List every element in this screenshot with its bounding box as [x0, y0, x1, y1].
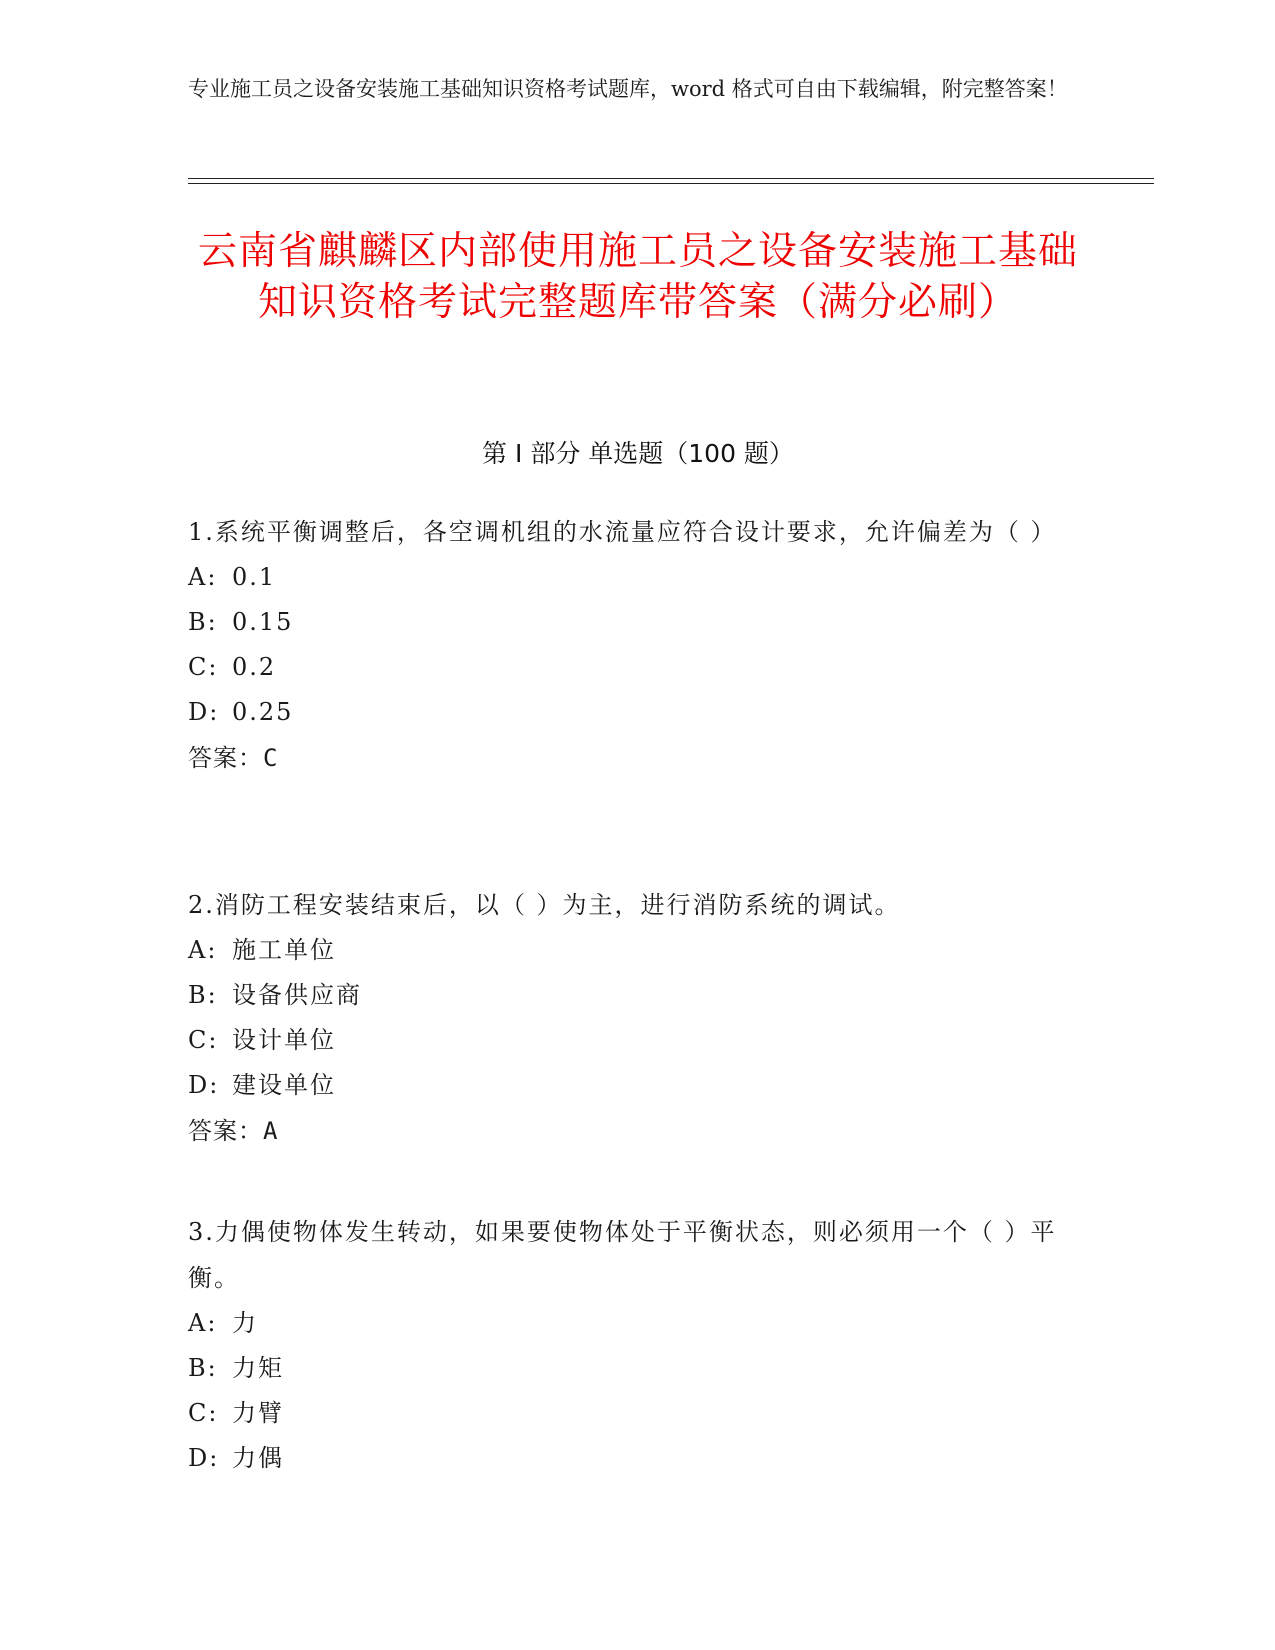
option-letter: C: — [188, 653, 219, 681]
option-text: 施工单位 — [232, 936, 336, 964]
option-letter: D: — [188, 698, 220, 726]
option-letter: C: — [188, 1399, 219, 1427]
option-d — [188, 690, 1068, 735]
option-letter: C: — [188, 1026, 219, 1054]
question-3 — [188, 1209, 1068, 1481]
option-text: 建设单位 — [232, 1071, 336, 1099]
option-letter: D: — [188, 1444, 220, 1472]
section-title: 第 I 部分 单选题（100 题） — [482, 439, 794, 468]
option-letter: A: — [188, 563, 218, 591]
question-stem: 3.力偶使物体发生转动，如果要使物体处于平衡状态，则必须用一个（ ）平衡。 — [188, 1218, 1057, 1292]
question-2 — [188, 882, 1068, 1154]
option-b — [188, 973, 1068, 1018]
question-1 — [188, 509, 1068, 781]
option-text: 0.1 — [232, 563, 277, 591]
answer-label: 答案： — [188, 1117, 263, 1145]
option-letter: B: — [188, 608, 218, 636]
document-title: 云南省麒麟区内部使用施工员之设备安装施工基础知识资格考试完整题库带答案（满分必刷） — [197, 229, 1078, 325]
option-letter: D: — [188, 1071, 220, 1099]
option-text: 设计单位 — [232, 1026, 336, 1054]
option-text: 0.2 — [232, 653, 277, 681]
option-letter: A: — [188, 936, 218, 964]
option-letter: B: — [188, 981, 218, 1009]
option-d — [188, 1436, 1068, 1481]
answer-value: C — [263, 744, 279, 772]
option-text: 力矩 — [232, 1354, 284, 1382]
header-note: 专业施工员之设备安装施工基础知识资格考试题库，word 格式可自由下载编辑，附完整答案！ — [188, 77, 1068, 101]
option-letter: B: — [188, 1354, 218, 1382]
option-c — [188, 1391, 1068, 1436]
header-rule-bottom — [188, 183, 1154, 184]
option-letter: A: — [188, 1309, 218, 1337]
answer-value: A — [263, 1117, 279, 1145]
question-stem: 1.系统平衡调整后，各空调机组的水流量应符合设计要求，允许偏差为（ ） — [188, 518, 1057, 546]
answer-line — [188, 735, 1068, 781]
option-text: 设备供应商 — [232, 981, 362, 1009]
option-text: 力 — [232, 1309, 258, 1337]
option-a — [188, 555, 1068, 600]
option-c — [188, 645, 1068, 690]
header-rule-top — [188, 178, 1154, 179]
answer-label: 答案： — [188, 744, 263, 772]
option-b — [188, 600, 1068, 645]
option-c — [188, 1018, 1068, 1063]
option-text: 力偶 — [232, 1444, 284, 1472]
option-text: 力臂 — [232, 1399, 284, 1427]
option-d — [188, 1063, 1068, 1108]
option-a — [188, 1301, 1068, 1346]
option-text: 0.25 — [232, 698, 294, 726]
option-b — [188, 1346, 1068, 1391]
option-a — [188, 928, 1068, 973]
question-stem: 2.消防工程安装结束后，以（ ）为主，进行消防系统的调试。 — [188, 891, 901, 919]
option-text: 0.15 — [232, 608, 294, 636]
answer-line — [188, 1108, 1068, 1154]
